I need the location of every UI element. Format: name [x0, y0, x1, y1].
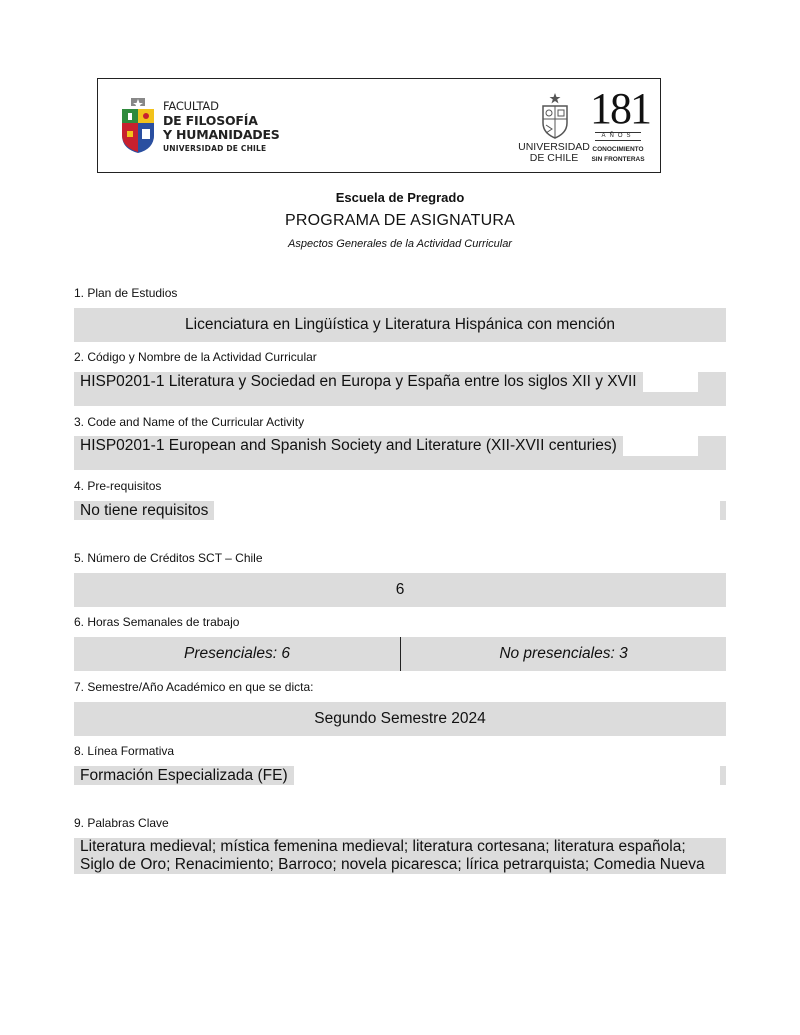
keywords-line-1: Literatura medieval; mística femenina medieval; literatura cortesana; literatura española;	[74, 838, 726, 856]
section-6-presenciales: Presenciales: 6	[184, 645, 290, 662]
aspects-subtitle: Aspectos Generales de la Actividad Curricular	[288, 238, 512, 250]
section-3-label: 3. Code and Name of the Curricular Activity	[74, 415, 305, 429]
faculty-line-2: DE FILOSOFÍA	[163, 112, 258, 128]
section-4-label: 4. Pre-requisitos	[74, 479, 162, 493]
anniversary-motto-line-2: SIN FRONTERAS	[591, 156, 645, 163]
section-5-label: 5. Número de Créditos SCT – Chile	[74, 551, 263, 565]
university-line-1: UNIVERSIDAD	[518, 141, 590, 153]
section-2-value: HISP0201-1 Literatura y Sociedad en Europa y España entre los siglos XII y XVII	[74, 372, 643, 392]
section-1-label: 1. Plan de Estudios	[74, 286, 178, 300]
faculty-name	[163, 99, 280, 155]
section-4-band-right	[720, 501, 726, 520]
faculty-line-1: FACULTAD	[163, 99, 219, 113]
section-1-value: Licenciatura en Lingüística y Literatura Hispánica con mención	[74, 308, 726, 342]
section-3-band-right	[698, 436, 726, 456]
university-crest-icon	[540, 93, 570, 139]
section-7-value: Segundo Semestre 2024	[74, 702, 726, 736]
anniversary-number: 181	[590, 84, 650, 133]
faculty-line-3: Y HUMANIDADES	[163, 127, 280, 142]
section-2-label: 2. Código y Nombre de la Actividad Curricular	[74, 350, 317, 364]
anniversary-motto	[586, 145, 650, 165]
university-name	[518, 142, 590, 164]
faculty-line-4: UNIVERSIDAD DE CHILE	[163, 143, 267, 153]
section-4-value: No tiene requisitos	[74, 501, 214, 520]
section-8-label: 8. Línea Formativa	[74, 744, 175, 758]
section-8-band-right	[720, 766, 726, 785]
section-6-label: 6. Horas Semanales de trabajo	[74, 615, 240, 629]
section-9-keywords	[74, 838, 726, 874]
section-6-no-presenciales: No presenciales: 3	[499, 645, 628, 662]
faculty-shield-icon	[120, 97, 156, 155]
section-9-label: 9. Palabras Clave	[74, 816, 169, 830]
keywords-line-2: Siglo de Oro; Renacimiento; Barroco; novela picaresca; lírica petrarquista; Comedia Nueva	[74, 856, 726, 874]
section-8-value: Formación Especializada (FE)	[74, 766, 294, 785]
section-6-hours-table	[74, 637, 726, 671]
section-2-band-right	[698, 372, 726, 392]
anniversary-years: AÑOS	[595, 132, 641, 141]
section-7-label: 7. Semestre/Año Académico en que se dicta:	[74, 680, 314, 694]
program-title: PROGRAMA DE ASIGNATURA	[285, 212, 515, 229]
section-5-value: 6	[74, 573, 726, 607]
section-3-value: HISP0201-1 European and Spanish Society and Literature (XII-XVII centuries)	[74, 436, 623, 456]
header-logos-box	[97, 78, 661, 173]
school-title: Escuela de Pregrado	[335, 190, 465, 205]
anniversary-motto-line-1: CONOCIMIENTO	[592, 146, 644, 153]
university-line-2: DE CHILE	[529, 152, 579, 164]
